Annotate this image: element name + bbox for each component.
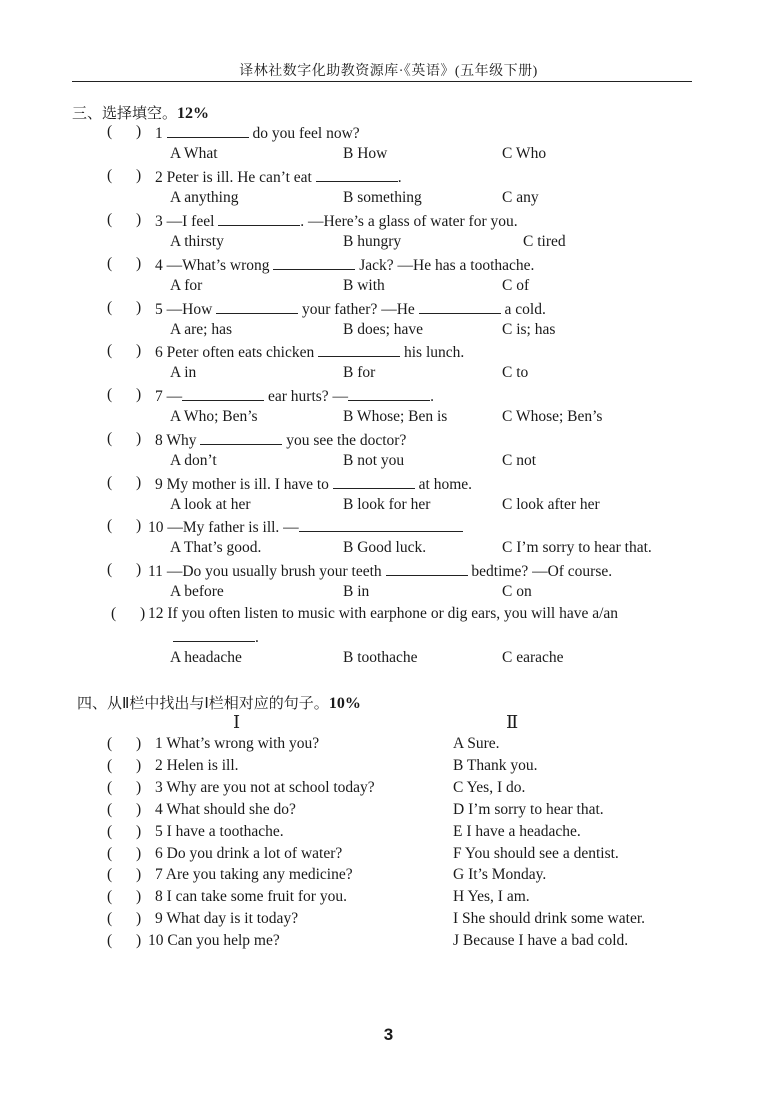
column-1-sentence [155,735,319,753]
answer-paren-open: ( [111,605,117,622]
answer-paren-open: ( [107,386,113,403]
answer-paren-open: ( [107,800,113,818]
question-stem [148,517,463,537]
option-c[interactable]: C to [502,364,529,381]
option-a[interactable]: A thirsty [170,233,224,250]
answer-paren-close: ) [136,822,142,840]
section-3-title [72,102,209,123]
answer-blank[interactable] [299,517,381,532]
answer-paren-open: ( [107,430,113,447]
option-b[interactable]: B not you [343,452,405,469]
option-c[interactable]: C Who [502,145,547,162]
question-row [0,605,777,627]
option-a[interactable]: A are; has [170,321,232,338]
question-stem [155,430,406,450]
option-c[interactable]: C is; has [502,321,556,338]
question-text: his lunch. [400,344,465,361]
option-b[interactable]: B with [343,277,385,294]
option-c[interactable]: C earache [502,649,564,666]
matching-row [0,735,777,757]
answer-paren-close: ) [136,910,142,928]
answer-paren-close: ) [136,932,142,950]
answer-paren-close: ) [136,386,142,403]
question-text: . [397,169,402,186]
column-2-response: B Thank you. [453,756,538,774]
options-row [0,408,777,430]
answer-paren-open: ( [107,123,113,140]
question-text: bedtime? —Of course. [467,563,613,580]
option-a[interactable]: A don’t [170,452,217,469]
answer-paren-close: ) [136,167,142,184]
options-row [0,496,777,518]
answer-paren-open: ( [107,517,113,534]
question-text: a cold. [500,301,546,318]
question-number: 1 [155,125,163,142]
question-row [0,386,777,408]
question-number: 10 [148,519,164,536]
option-c[interactable]: C not [502,452,537,469]
answer-paren-open: ( [107,342,113,359]
answer-blank[interactable] [273,255,355,270]
answer-paren-close: ) [136,888,142,906]
options-row [0,189,777,211]
matching-row [0,801,777,823]
option-b[interactable]: B toothache [343,649,418,666]
option-a[interactable]: A Who; Ben’s [170,408,258,425]
sentence-number: 6 [155,844,163,862]
options-row [0,145,777,167]
matching-row [0,888,777,910]
options-row [0,233,777,255]
question-text: — [166,388,183,405]
answer-paren-open: ( [107,932,113,950]
options-row [0,321,777,343]
column-1-sentence [148,932,280,950]
option-c[interactable]: C of [502,277,530,294]
question-stem [155,386,434,406]
question-stem-line2 [173,627,259,647]
answer-paren-close: ) [136,844,142,862]
sentence-text: What should she do? [166,800,296,818]
column-2-heading: Ⅱ [506,712,519,732]
question-text: —Do you usually brush your teeth [166,563,386,580]
sentence-text: Helen is ill. [166,756,239,774]
answer-blank[interactable] [316,167,398,182]
answer-paren-close: ) [136,756,142,774]
column-1-heading: Ⅰ [233,712,241,732]
question-number: 5 [155,301,163,318]
sentence-number: 10 [148,932,164,950]
answer-blank[interactable] [200,430,282,445]
column-2-response: H Yes, I am. [453,888,530,906]
question-text: . [430,388,434,405]
sentence-text: Why are you not at school today? [166,778,375,796]
column-2-response: F You should see a dentist. [453,844,619,862]
option-a[interactable]: A headache [170,649,242,666]
question-text: do you feel now? [248,125,360,142]
sentence-text: Can you help me? [167,932,280,950]
answer-paren-close: ) [136,866,142,884]
option-b[interactable]: B does; have [343,321,424,338]
option-b[interactable]: B How [343,145,388,162]
question-number: 3 [155,213,163,230]
matching-row [0,866,777,888]
answer-paren-open: ( [107,167,113,184]
option-a[interactable]: A in [170,364,197,381]
answer-paren-close: ) [136,255,142,272]
option-a[interactable]: A look at her [170,496,251,513]
question-stem [155,299,546,319]
answer-paren-close: ) [136,474,142,491]
options-row [0,452,777,474]
column-2-response: D I’m sorry to hear that. [453,800,604,818]
option-a[interactable]: A for [170,277,203,294]
question-number: 8 [155,432,163,449]
answer-paren-open: ( [107,822,113,840]
answer-blank[interactable] [381,517,463,532]
column-2-response: A Sure. [453,735,500,752]
matching-row [0,845,777,867]
option-b[interactable]: B something [343,189,422,206]
answer-blank[interactable] [167,123,249,138]
sentence-number: 1 [155,735,163,752]
sentence-number: 4 [155,800,163,818]
option-c[interactable]: C look after her [502,496,600,513]
question-text: Peter often eats chicken [166,344,319,361]
question-text: Why [166,432,201,449]
column-1-sentence [155,779,375,797]
column-2-response: I She should drink some water. [453,910,646,928]
section-4-title-text: 四、从Ⅱ栏中找出与Ⅰ栏相对应的句子。 [77,694,329,712]
question-text: Jack? —He has a toothache. [355,257,535,274]
answer-paren-open: ( [107,735,113,752]
option-b[interactable]: B Whose; Ben is [343,408,448,425]
column-1-sentence [155,845,342,863]
question-row [0,255,777,277]
option-b[interactable]: B for [343,364,376,381]
page-number: 3 [383,1025,394,1044]
question-text: you see the doctor? [282,432,407,449]
answer-paren-open: ( [107,299,113,316]
question-row [0,474,777,496]
answer-paren-close: ) [136,430,142,447]
question-number: 11 [148,563,163,580]
answer-paren-close: ) [136,517,142,534]
question-stem [155,255,534,275]
option-b[interactable]: B in [343,583,370,600]
question-text: at home. [414,476,473,493]
question-text: your father? —He [298,301,419,318]
sentence-text: What’s wrong with you? [166,735,320,752]
column-2-response: J Because I have a bad cold. [453,932,629,950]
options-row [0,583,777,605]
sentence-text: I have a toothache. [166,822,284,840]
sentence-number: 9 [155,910,163,928]
question-text: —How [166,301,217,318]
options-row [0,539,777,561]
sentence-number: 5 [155,822,163,840]
matching-row [0,932,777,954]
question-text: My mother is ill. I have to [166,476,333,493]
question-row [0,561,777,583]
answer-paren-close: ) [136,123,142,140]
answer-paren-close: ) [136,735,142,752]
answer-paren-open: ( [107,255,113,272]
question-text: . —Here’s a glass of water for you. [300,213,518,230]
sentence-text: Do you drink a lot of water? [166,844,343,862]
question-text: —My father is ill. — [167,519,299,536]
section-4-title [77,692,361,713]
answer-paren-open: ( [107,211,113,228]
matching-row [0,757,777,779]
sentence-text: I can take some fruit for you. [166,888,347,906]
answer-blank[interactable] [333,474,415,489]
answer-paren-close: ) [136,800,142,818]
sentence-text: What day is it today? [166,910,299,928]
option-c[interactable]: C Whose; Ben’s [502,408,603,425]
question-number: 9 [155,476,163,493]
column-2-response: G It’s Monday. [453,866,547,884]
option-a[interactable]: A That’s good. [170,539,262,556]
answer-paren-open: ( [107,474,113,491]
question-stem [155,167,402,187]
sentence-number: 8 [155,888,163,906]
question-stem [155,342,464,362]
question-number: 2 [155,169,163,186]
column-1-sentence [155,823,284,841]
answer-paren-close: ) [136,778,142,796]
question-stem [148,605,618,623]
options-row [0,364,777,386]
column-1-sentence [155,888,347,906]
question-row [0,299,777,321]
question-row [0,342,777,364]
question-text: . [255,629,259,646]
answer-paren-close: ) [136,561,142,578]
option-a[interactable]: A before [170,583,224,600]
question-number: 4 [155,257,163,274]
question-row [0,123,777,145]
page-header: 译林社数字化助教资源库·《英语》(五年级下册) [239,64,538,79]
answer-paren-open: ( [107,910,113,928]
question-text: —What’s wrong [166,257,274,274]
answer-blank[interactable] [419,299,501,314]
header-rule [72,81,692,82]
question-text: If you often listen to music with earphone or dig ears, you will have a/an [167,605,619,622]
option-c[interactable]: C I’m sorry to hear that. [502,539,652,556]
question-number: 12 [148,605,164,622]
column-1-sentence [155,757,239,775]
answer-paren-open: ( [107,844,113,862]
options-row [0,277,777,299]
answer-blank[interactable] [173,627,255,642]
answer-blank[interactable] [216,299,298,314]
answer-paren-open: ( [107,866,113,884]
option-a[interactable]: A anything [170,189,239,206]
question-number: 6 [155,344,163,361]
sentence-number: 7 [155,866,163,884]
answer-blank[interactable] [218,211,300,226]
question-text: Peter is ill. He can’t eat [166,169,316,186]
question-stem [148,561,612,581]
question-row [0,167,777,189]
matching-row [0,779,777,801]
section-4-score: 10% [328,695,361,712]
column-1-sentence [155,801,296,819]
answer-paren-open: ( [107,561,113,578]
question-stem [155,474,472,494]
question-row [0,211,777,233]
sentence-number: 2 [155,756,163,774]
answer-paren-open: ( [107,778,113,796]
option-a[interactable]: A What [170,145,218,162]
answer-paren-close: ) [140,605,146,622]
question-stem [155,211,518,231]
option-b[interactable]: B look for her [343,496,431,513]
question-row [0,517,777,539]
option-c[interactable]: C tired [523,233,566,250]
answer-blank[interactable] [386,561,468,576]
column-2-response: C Yes, I do. [453,778,526,796]
question-continuation [0,627,777,649]
question-text: ear hurts? — [264,388,349,405]
answer-paren-close: ) [136,211,142,228]
question-stem [155,123,360,143]
answer-paren-close: ) [136,299,142,316]
answer-paren-close: ) [136,342,142,359]
sentence-text: Are you taking any medicine? [165,866,353,884]
question-text: —I feel [166,213,219,230]
matching-row [0,910,777,932]
column-1-sentence [155,866,353,884]
column-1-sentence [155,910,298,928]
section-3-score: 12% [177,105,210,122]
options-row [0,649,777,671]
sentence-number: 3 [155,778,163,796]
question-row [0,430,777,452]
answer-paren-open: ( [107,756,113,774]
column-2-response: E I have a headache. [453,822,581,840]
answer-blank[interactable] [318,342,400,357]
option-b[interactable]: B hungry [343,233,402,250]
question-number: 7 [155,388,163,405]
answer-paren-open: ( [107,888,113,906]
section-3-title-text: 三、选择填空。 [72,104,178,122]
option-c[interactable]: C any [502,189,539,206]
matching-row [0,823,777,845]
answer-blank[interactable] [182,386,264,401]
answer-blank[interactable] [348,386,430,401]
option-b[interactable]: B Good luck. [343,539,427,556]
option-c[interactable]: C on [502,583,532,600]
